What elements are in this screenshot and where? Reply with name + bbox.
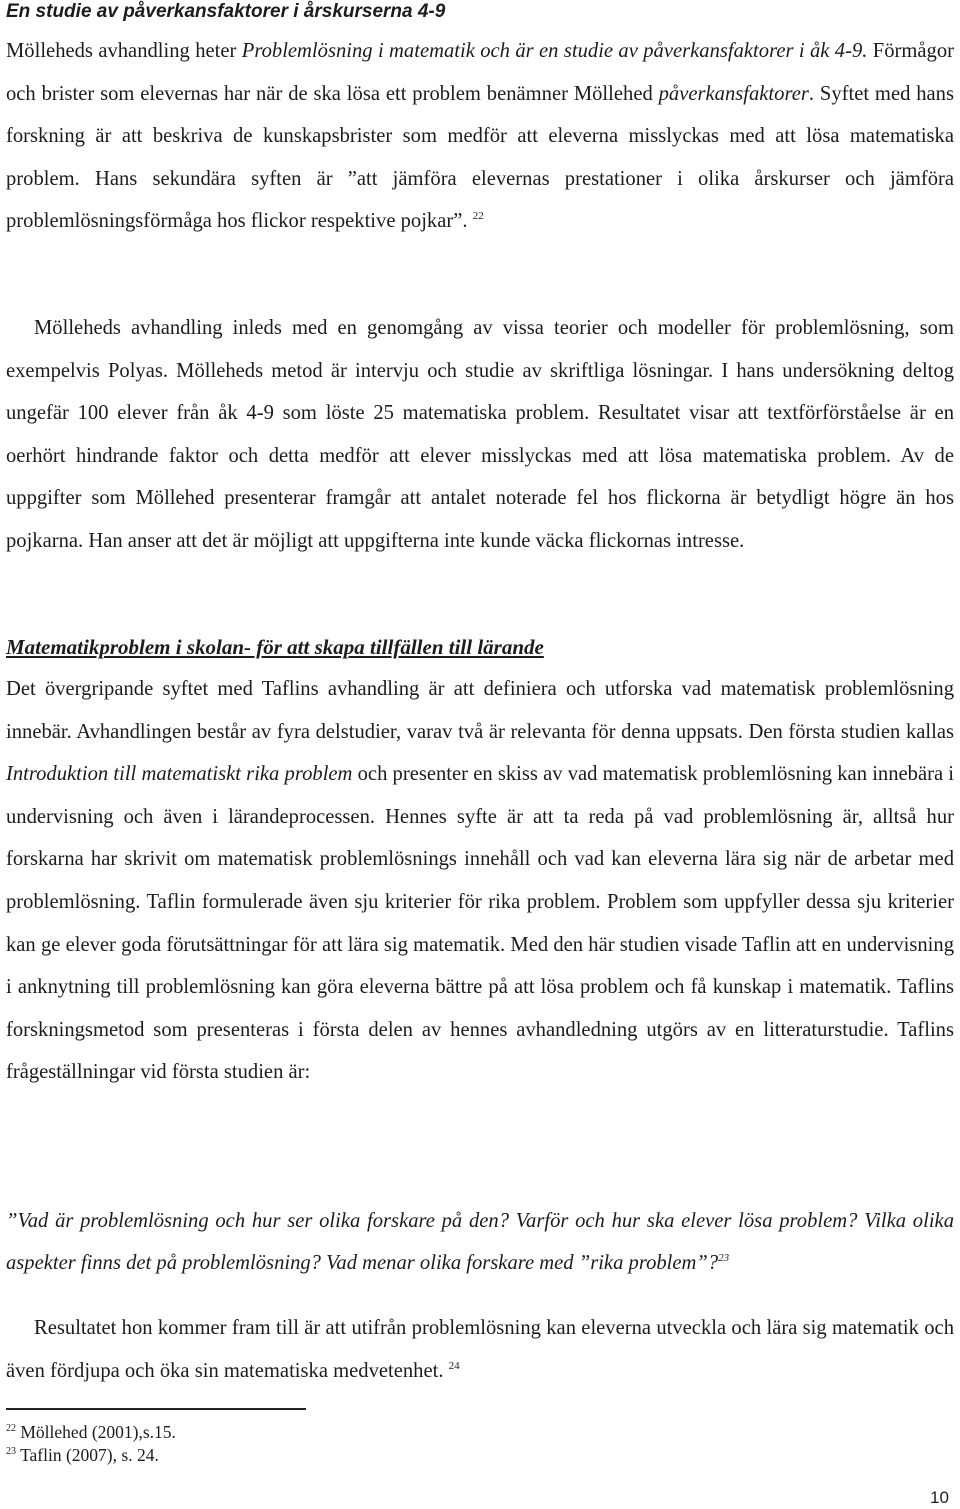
paragraph-taflin-intro <box>6 668 954 1094</box>
section-heading: En studie av påverkansfaktorer i årskurserna 4-9 <box>6 1 446 22</box>
section-heading: Matematikproblem i skolan- för att skapa tillfällen till lärande <box>6 635 544 659</box>
text-run: . Syftet med hans forskning är att beskriva de kunskapsbrister som medför att eleverna misslyckas med att lösa matematiska problem. Hans sekundära syften är ”att jämföra elevernas prestationer i olika årskurser och jämföra problemlösningsförmåga hos flickor respektive pojkar”. <box>6 82 954 233</box>
term-italic: påverkansfaktorer <box>658 82 809 105</box>
footnote-text: Taflin (2007), s. 24. <box>20 1445 159 1465</box>
page-number: 10 <box>930 1488 949 1507</box>
paragraph-molleheds-intro <box>6 30 954 243</box>
paragraph-taflin-result <box>6 1307 954 1392</box>
footnote-ref: 22 <box>472 210 484 223</box>
footnote-number: 22 <box>6 1423 16 1435</box>
text-run: Mölleheds avhandling heter <box>6 40 242 62</box>
study-title: Introduktion till matematiskt rika problem <box>6 763 353 786</box>
quote-text: ”Vad är problemlösning och hur ser olika forskare på den? Varför och hur ska elever lösa problem? Vilka olika aspekter finns det på problemlösning? Vad menar olika forskare med ”rika problem”? <box>6 1210 954 1274</box>
text-run: Resultatet hon kommer fram till är att utifrån problemlösning kan eleverna utveckla och lära sig matematik och även fördjupa och öka sin matematiska medvetenhet. <box>6 1317 954 1382</box>
footnote-ref: 23 <box>718 1252 730 1265</box>
block-quote <box>6 1200 954 1284</box>
footnote <box>6 1443 159 1467</box>
paragraph-molleheds-method: Mölleheds avhandling inleds med en genomgång av vissa teorier och modeller för problemlösning, som exempelvis Polyas. Mölleheds metod är intervju och studie av skriftliga lösningar. I hans undersökning deltog ungefär 100 elever från åk 4-9 som löste 25 matematiska problem. Resultatet visar att textförförståelse är en oerhört hindrande faktor och detta medför att elever misslyckas med att lösa matematiska problem. Av de uppgifter som Möllehed presenterar framgår att antalet noterade fel hos flickorna är betydligt högre än hos pojkarna. Han anser att det är möjligt att uppgifterna inte kunde väcka flickornas intresse. <box>6 317 954 552</box>
text-run: Förmågor och brister som elevernas har när de ska lösa ett problem benämner Möllehed <box>6 40 954 105</box>
footnote <box>6 1420 176 1444</box>
footnote-divider <box>6 1408 306 1410</box>
footnote-number: 23 <box>6 1446 16 1458</box>
thesis-title: Problemlösning i matematik och är en studie av påverkansfaktorer i åk 4-9. <box>241 40 868 62</box>
text-run: och presenter en skiss av vad matematisk problemlösning kan innebära i undervisning och även i lärandeprocessen. Hennes syfte är att ta reda på vad problemlösning är, alltså hur forskarna har skrivit om matematisk problemlösnings innehåll och vad kan eleverna lära sig när de arbetar med problemlösning. Taflin formulerade även sju kriterier för rika problem. Problem som uppfyller dessa sju kriterier kan ge elever goda förutsättningar för att lära sig matematik. Med den här studien visade Taflin att en undervisning i anknytning till problemlösning kan göra eleverna bättre på att lösa problem och få kunskap i matematik. Taflins forskningsmetod som presenteras i första delen av hennes avhandledning utgörs av en litteraturstudie. Taflins frågeställningar vid första studien är: <box>6 763 955 1084</box>
text-run: Det övergripande syftet med Taflins avhandling är att definiera och utforska vad matematisk problemlösning innebär. Avhandlingen består av fyra delstudier, varav två är relevanta för denna uppsats. Den första studien kallas <box>6 678 954 743</box>
footnote-text: Möllehed (2001),s.15. <box>20 1422 176 1442</box>
footnote-ref: 24 <box>448 1359 460 1372</box>
